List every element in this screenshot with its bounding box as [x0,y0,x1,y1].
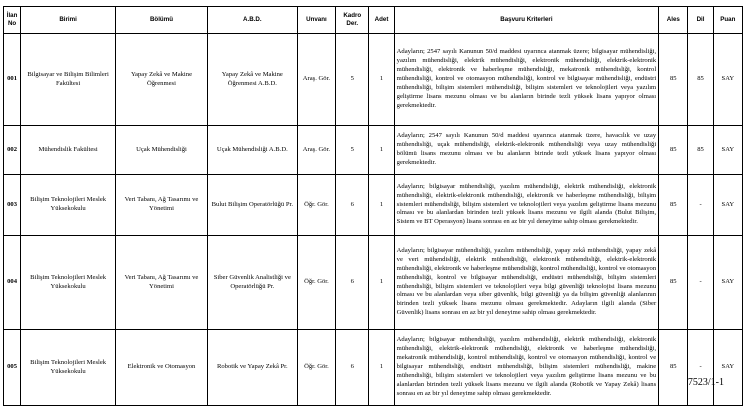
birimi: Bilgisayar ve Bilişim Bilimleri Fakültesi [21,34,116,126]
bolumu: Veri Tabanı, Ağ Tasarımı ve Yönetimi [116,175,208,236]
ilan-no: 004 [4,236,21,330]
birimi: Bilişim Teknolojileri Meslek Yüksekokulu [21,330,116,406]
bolumu: Uçak Mühendisliği [116,126,208,175]
unvani: Öğr. Gör. [297,175,335,236]
dil-score: 85 [688,126,713,175]
ilan-no: 003 [4,175,21,236]
document-code: 7523/1-1 [687,377,724,388]
header-row [4,7,743,34]
ales-score: 85 [659,175,688,236]
header-ilan-no: İlan No [4,7,21,34]
header-basvuru-kriterleri: Başvuru Kriterleri [394,7,659,34]
adet: 1 [369,126,394,175]
dil-score: - [688,330,713,406]
ales-score: 85 [659,34,688,126]
puan-turu: SAY [713,126,742,175]
birimi: Mühendislik Fakültesi [21,126,116,175]
kadro-derecesi: 5 [336,126,369,175]
abd: Robotik ve Yapay Zekâ Pr. [207,330,297,406]
dil-score: - [688,236,713,330]
adet: 1 [369,34,394,126]
adet: 1 [369,330,394,406]
abd: Yapay Zekâ ve Makine Öğrenmesi A.B.D. [207,34,297,126]
birimi: Bilişim Teknolojileri Meslek Yüksekokulu [21,175,116,236]
table-row [4,236,743,330]
header-abd: A.B.D. [207,7,297,34]
kadro-derecesi: 6 [336,175,369,236]
kadro-derecesi: 5 [336,34,369,126]
puan-turu: SAY [713,330,742,406]
bolumu: Elektronik ve Otomasyon [116,330,208,406]
adet: 1 [369,175,394,236]
basvuru-kriterleri: Adayların; 2547 sayılı Kanunun 50/d maddesi uyarınca atanmak üzere, havacılık ve uzay mühendisliği, uçak mühendisliği, elektrik-elektronik mühendisliği veya uzay mühendisliği bölümü lisans mezunu olması ve bu alanların birinde tezli yüksek lisans yapıyor olması gerekmektedir. [394,126,659,175]
bolumu: Veri Tabanı, Ağ Tasarımı ve Yönetimi [116,236,208,330]
puan-turu: SAY [713,175,742,236]
basvuru-kriterleri: Adayların; bilgisayar mühendisliği, yazılım mühendisliği, elektrik mühendisliği, elektronik mühendisliği, elektrik-elektronik mühendisliği, elektronik ve haberleşme mühendisliği, bilişim sistemleri mühendisliği, bilişim sistemleri ve teknolojileri veya yazılım geliştirme lisans mezunu olması ve bu alanlardan birinden tezli yüksek lisans mezunu ve ilgili alanda (Bulut Bilişim, Sistem ve BT Operasyon) lisans sonrası en az bir yıl deneyime sahip olması gerekmektedir. [394,175,659,236]
ilan-no: 002 [4,126,21,175]
kadro-derecesi: 6 [336,236,369,330]
ilan-no: 001 [4,34,21,126]
kadro-derecesi: 6 [336,330,369,406]
header-ales: Ales [659,7,688,34]
birimi: Bilişim Teknolojileri Meslek Yüksekokulu [21,236,116,330]
header-birimi: Birimi [21,7,116,34]
header-dil: Dil [688,7,713,34]
table-row [4,175,743,236]
table-row [4,126,743,175]
basvuru-kriterleri: Adayların; 2547 sayılı Kanunun 50/d maddesi uyarınca atanmak üzere; bilgisayar mühendisliği, yazılım mühendisliği, elektrik mühendisliği, elektronik mühendisliği, elektrik-elektronik mühendisliği, elektronik ve haberleşme mühendisliği, mekatronik mühendisliği, kontrol mühendisliği, kontrol ve otomasyon mühendisliği, kontrol ve bilgisayar mühendisliği, endüstri mühendisliği, bilişim sistemleri mühendisliği, bilişim sistemleri ve teknolojileri veya yazılım geliştirme lisans mezunu olması ve bu alanların birinde tezli yüksek lisans yapıyor olması gerekmektedir. [394,34,659,126]
dil-score: - [688,175,713,236]
job-listings-table [3,6,743,406]
puan-turu: SAY [713,34,742,126]
header-puan: Puan [713,7,742,34]
ales-score: 85 [659,330,688,406]
unvani: Öğr. Gör. [297,330,335,406]
table-row [4,34,743,126]
adet: 1 [369,236,394,330]
basvuru-kriterleri: Adayların; bilgisayar mühendisliği, yazılım mühendisliği, yapay zekâ mühendisliği, yapay zekâ ve veri mühendisliği, elektrik mühendisliği, elektronik mühendisliği, elektrik-elektronik mühendisliği, elektronik ve haberleşme mühendisliği, kontrol mühendisliği, kontrol ve otomasyon mühendisliği, kontrol ve bilgisayar mühendisliği, endüstri mühendisliği, bilişim sistemleri mühendisliği, bilişim sistemleri ve teknolojileri veya bilgi güvenliği teknolojisi lisans mezunu olması ve bu alanlardan veya siber güvenlik, bilgi güvenliği ya da bilişim güvenliği alanlarının birinden tezli yüksek lisans mezunu olması gerekmektedir. Adayların ilgili alanda (Siber Güvenlik) lisans sonrası en az bir yıl deneyime sahip olması gerekmektedir. [394,236,659,330]
header-bolumu: Bölümü [116,7,208,34]
ilan-no: 005 [4,330,21,406]
dil-score: 85 [688,34,713,126]
ales-score: 85 [659,126,688,175]
unvani: Araş. Gör. [297,126,335,175]
unvani: Öğr. Gör. [297,236,335,330]
abd: Uçak Mühendisliği A.B.D. [207,126,297,175]
abd: Bulut Bilişim Operatörlüğü Pr. [207,175,297,236]
unvani: Araş. Gör. [297,34,335,126]
header-unvani: Unvanı [297,7,335,34]
puan-turu: SAY [713,236,742,330]
table-row [4,330,743,406]
header-adet: Adet [369,7,394,34]
ales-score: 85 [659,236,688,330]
header-kadro-der: Kadro Der. [336,7,369,34]
bolumu: Yapay Zekâ ve Makine Öğrenmesi [116,34,208,126]
abd: Siber Güvenlik Analistliği ve Operatörlüğü Pr. [207,236,297,330]
basvuru-kriterleri: Adayların; bilgisayar mühendisliği, yazılım mühendisliği, elektrik mühendisliği, elektronik mühendisliği, elektrik-elektronik mühendisliği, elektronik ve haberleşme mühendisliği, mekatronik mühendisliği, kontrol mühendisliği, kontrol ve otomasyon mühendisliği, kontrol ve bilgisayar mühendisliği, endüstri mühendisliği, bilişim sistemleri mühendisliği, makine mühendisliği, bilişim sistemleri ve teknolojileri veya yazılım geliştirme lisans mezunu ve bu alanlardan birinden tezli yüksek lisans mezunu ve ilgili alanda (Robotik ve Yapay Zekâ) lisans sonrası en az bir yıl deneyime sahip olması gerekmektedir. [394,330,659,406]
